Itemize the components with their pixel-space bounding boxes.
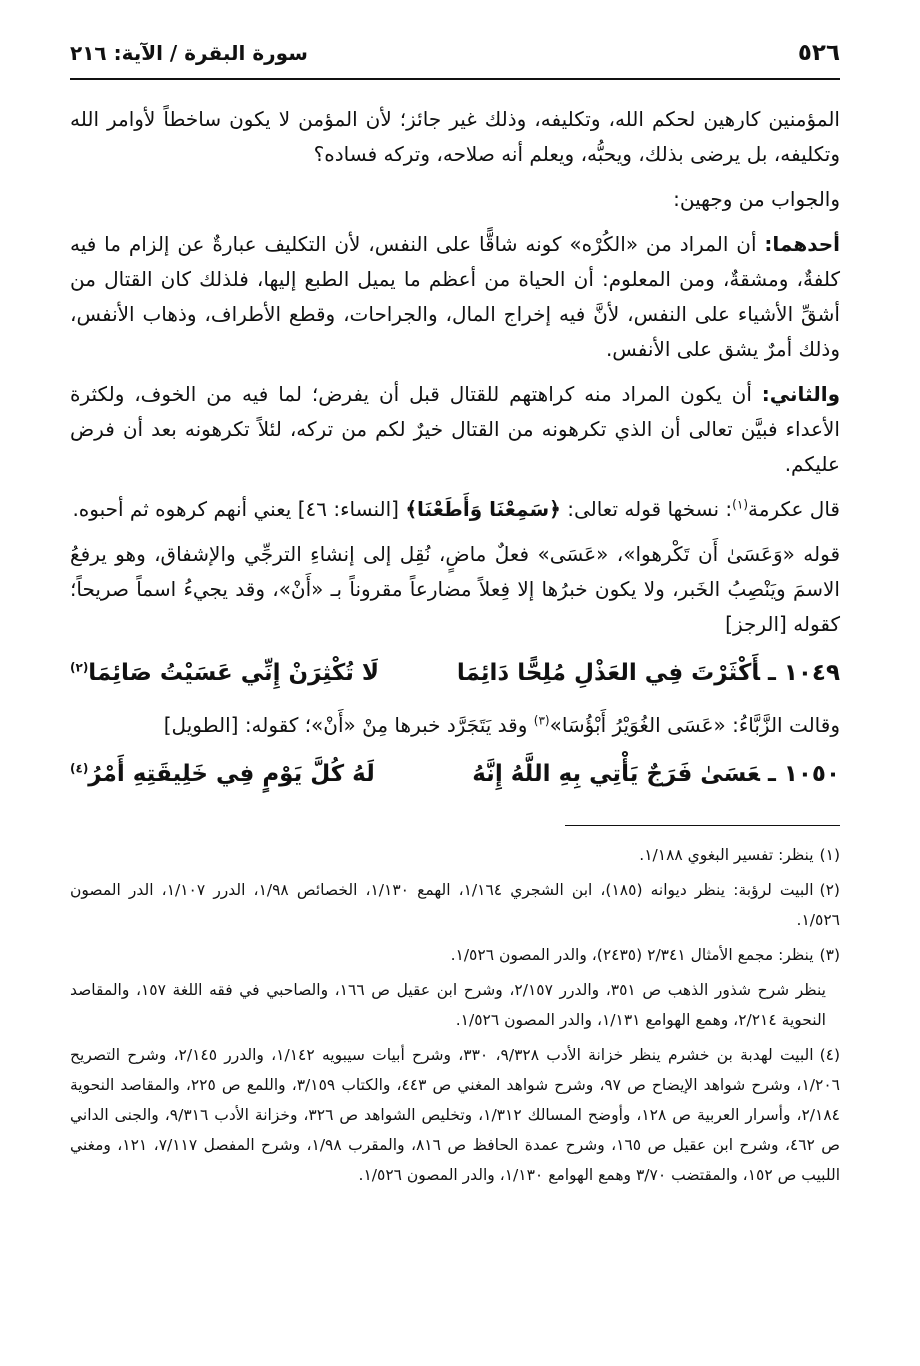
- running-title: سورة البقرة / الآية: ٢١٦: [70, 41, 308, 65]
- page-header: [70, 28, 840, 80]
- paragraph-4: [70, 377, 840, 482]
- footnote-1: [70, 840, 840, 870]
- footnote-3-continuation: ينظر شرح شذور الذهب ص ٣٥١، والدرر ٢/١٥٧، وشرح ابن عقيل ص ١٦٦، والصاحبي في فقه اللغة ١٥٧، والمقاصد النحوية ٢/٢١٤، وهمع الهوامع ١/١٣١، والدر المصون ١/٥٢٦.: [70, 981, 826, 1029]
- paragraph-3-lead: أحدهما:: [764, 232, 841, 256]
- footnote-2: [70, 875, 840, 935]
- page-number: ٥٢٦: [797, 40, 840, 66]
- footnote-ref-1: (١): [732, 497, 748, 512]
- paragraph-1: المؤمنين كارهين لحكم الله، وتكليفه، وذلك غير جائز؛ لأن المؤمن لا يكون ساخطاً لأوامر الله وتكليفه، بل يرضى بذلك، ويحبُّه، ويعلم أنه صلاحه، وتركه فساده؟: [70, 107, 840, 166]
- paragraph-7-start: وقالت الزَّبَّاءُ: «عَسَى الغُوَيْرُ أَبْؤُسَا»: [549, 713, 840, 737]
- verse-1049: [70, 652, 840, 694]
- paragraph-4-text: أن يكون المراد منه كراهتهم للقتال قبل أن يفرض؛ لما فيه من الخوف، ولكثرة الأعداء فبيَّن تعالى أن الذي تكرهونه من القتال خيرٌ لكم من تركه، لئلاً تكرهونه بعد أن فرض عليكم.: [70, 382, 840, 476]
- paragraph-6: قوله «وَعَسَىٰ أَن تَكْرهوا»، «عَسَى» فعلٌ ماضٍ، نُقِل إلى إنشاءِ الترجِّي والإشفاق، وهو يرفعُ الاسمَ ويَنْصِبُ الخَبر، ولا يكون خبرُها إلا فِعلاً مضارعاً مقروناً بـ «أَنْ»، وقد يجيءُ اسماً صريحاً؛ كقوله [الرجز]: [70, 542, 840, 636]
- verse-1049-first-hemistich: [457, 652, 840, 694]
- footnote-1-marker: (١): [819, 846, 840, 864]
- footnote-1-text: ينظر: تفسير البغوي ١/١٨٨.: [639, 846, 814, 864]
- book-page: [70, 28, 840, 1195]
- paragraph-4-lead: والثاني:: [761, 382, 841, 406]
- verse-1049-second-hemistich: [70, 652, 379, 694]
- paragraph-3-text: أن المراد من «الكُرْه» كونه شاقًّا على النفس، لأن التكليف عبارةٌ عن إلزام ما فيه كلفةٌ، ومشقةٌ، ومن المعلوم: أن الحياة من أعظم ما يميل الطبع إليها، فلذلك كان القتال من أشقِّ الأشياء على النفس، لأنَّ فيه إخراج المال، والجراحات، وقطع الأطراف، وذهاب الأنفس، وذلك أمرٌ يشق على الأنفس.: [70, 232, 840, 361]
- verse-1050-first-hemistich: [472, 753, 840, 795]
- footnotes: [70, 840, 840, 1190]
- main-text: [70, 102, 840, 795]
- footnote-3-marker: (٣): [819, 946, 840, 964]
- footnote-2-text: البيت لرؤبة: ينظر ديوانه (١٨٥)، ابن الشجري ١/١٦٤، الهمع ١/١٣٠، الخصائص ١/٩٨، الدرر ١/١٠٧، الدر المصون ١/٥٢٦.: [70, 881, 840, 929]
- footnote-separator: [565, 825, 840, 826]
- quran-quote: ﴿سَمِعْنَا وَأَطَعْنَا﴾: [405, 497, 561, 521]
- paragraph-7-end: وقد يَتَجَرَّد خبرها مِنْ «أَنْ»؛ كقوله: [الطويل]: [163, 713, 528, 737]
- paragraph-5-start: قال عكرمة: [748, 497, 840, 521]
- paragraph-5-middle: : نسخها قوله تعالى:: [567, 497, 733, 521]
- verse-1050-second-hemistich: [70, 753, 375, 795]
- paragraph-2: والجواب من وجهين:: [673, 187, 840, 211]
- verse-1049-second-text: لَا تُكْثِرَنْ إِنِّي عَسَيْتُ صَائِمَا: [88, 660, 379, 686]
- verse-1050-second-text: لَهُ كُلَّ يَوْمٍ فِي خَلِيقَتِهِ أَمْرُ: [88, 761, 375, 787]
- paragraph-7: [70, 708, 840, 743]
- footnote-2-marker: (٢): [819, 881, 840, 899]
- footnote-3: [70, 940, 840, 970]
- header-rule: [318, 53, 788, 54]
- verse-1049-number: ١٠٤٩ ـ: [767, 660, 840, 686]
- verse-1049-first-text: أَكْثَرْتَ فِي العَذْلِ مُلِحًّا دَائِمَا: [456, 660, 760, 686]
- paragraph-5: [70, 492, 840, 527]
- footnote-4: [70, 1040, 840, 1190]
- footnote-ref-4: (٤): [70, 761, 89, 776]
- footnote-4-text: البيت لهدبة بن خشرم ينظر خزانة الأدب ٩/٣٢٨، ٣٣٠، وشرح أبيات سيبويه ١/١٤٢، والدرر ٢/١٤٥، وشرح التصريح ١/٢٠٦، وشرح شواهد الإيضاح ص ٩٧، وشرح شواهد المغني ص ٤٤٣، والكتاب ٣/١٥٩، واللمع ص ٢٢٥، والمقاصد النحوية ٢/١٨٤، وأسرار العربية ص ١٢٨، وأوضح المسالك ١/٣١٢، وتخليص الشواهد ص ٣٢٦، وخزانة الأدب ٩/٣١٦، والجنى الداني ص ٤٦٢، وشرح ابن عقيل ص ١٦٥، وشرح عمدة الحافظ ص ٨١٦، والمقرب ١/٩٨، وشرح المفصل ٧/١١٧، ١٢١، ومغني اللبيب ص ١٥٢، والمقتضب ٣/٧٠ وهمع الهوامع ١/١٣٠، والدر المصون ١/٥٢٦.: [70, 1046, 841, 1184]
- footnote-3-text: ينظر: مجمع الأمثال ٢/٣٤١ (٢٤٣٥)، والدر المصون ١/٥٢٦.: [450, 946, 814, 964]
- footnote-ref-3: (٣): [533, 713, 550, 728]
- verse-1050-first-text: عَسَىٰ فَرَجٌ يَأْتِي بِهِ اللَّهُ إِنَّهُ: [472, 761, 760, 787]
- verse-1050-number: ١٠٥٠ ـ: [767, 761, 840, 787]
- paragraph-5-end: [النساء: ٤٦] يعني أنهم كرهوه ثم أحبوه.: [72, 497, 399, 521]
- paragraph-3: [70, 227, 840, 367]
- footnote-ref-2: (٢): [70, 660, 89, 675]
- verse-1050: [70, 753, 840, 795]
- footnote-4-marker: (٤): [819, 1046, 841, 1064]
